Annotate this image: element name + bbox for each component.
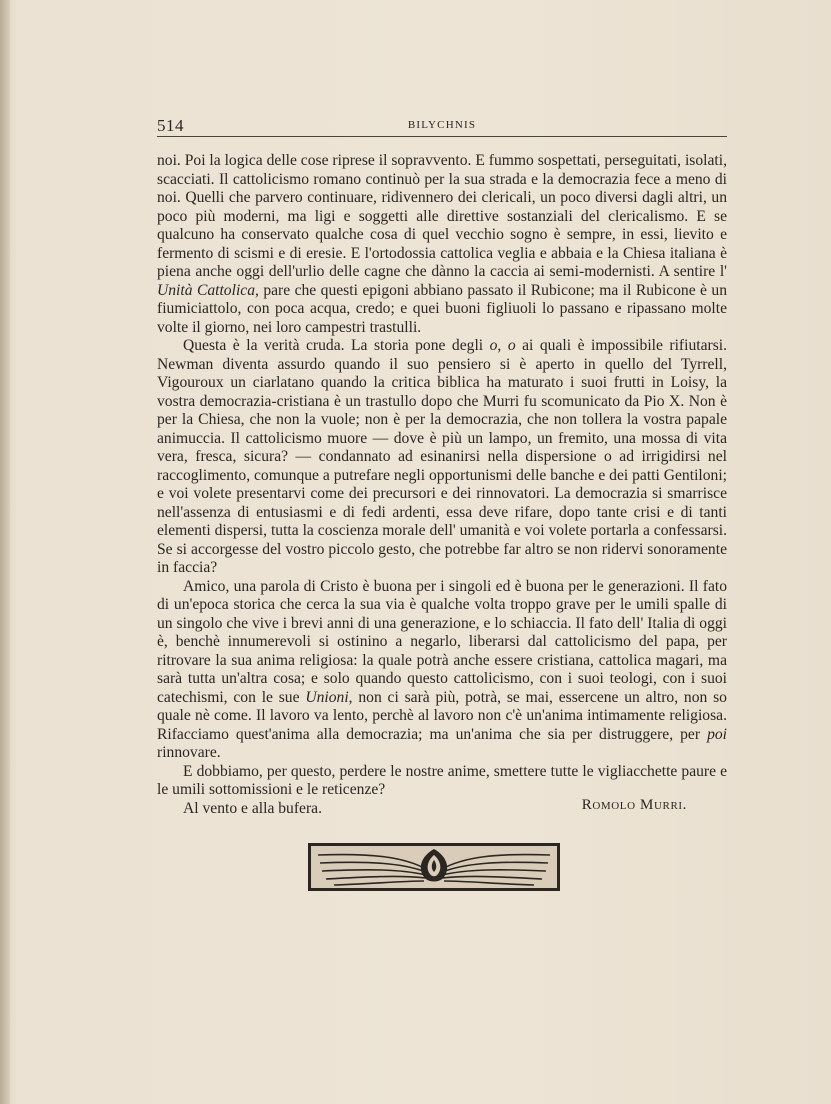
paragraph-1: noi. Poi la logica delle cose riprese il sopravvento. E fummo sospettati, perseguitati, isolati, scacciati. Il cattolicismo romano continuò per la sua strada e la democrazia fece a meno di noi. Quelli che parvero continuare, ridivennero dei clericali, un poco diversi dagli altri, un poco più moderni, ma ligi e soggetti alle direttive sostanziali del clericalismo. E se qualcuno ha conservato qualche cosa di quel vecchio sogno è sempre, in essi, lievito e fermento di scismi e di eresie. E l'ortodossia cattolica veglia e abbaia e la Chiesa italiana è piena anche oggi dell'urlio delle cagne che dànno la caccia ai semi-modernisti. A sentire l' Unità Cattolica, pare che questi epigoni abbiano passato il Rubicone; ma il Rubicone è un fiumiciattolo, con poca acqua, credo; e quei buoni figliuoli lo passano e ripassano molte volte il giorno, nei loro campestri trastulli.: [157, 152, 727, 336]
header-rule: [157, 136, 727, 137]
paragraph-2: Questa è la verità cruda. La storia pone degli o, o ai quali è impossibile rifiutarsi. Newman diventa assurdo quando il suo pensiero si è aperto in quello del Tyrrell, Vigouroux un ciarlatano quando la critica biblica ha maturato i suoi frutti in Loisy, la vostra democrazia-cristiana è un trastullo dopo che Murri fu scomunicato da Pio X. Non è per la Chiesa, che non la vuole; non è per la democrazia, che non tollera la vostra papale animuccia. Il cattolicismo muore — dove è più un lampo, un fremito, una mossa di vita vera, fresca, sicura? — condannato ad esinanirsi nella dispersione o ad irrigidirsi nel raccoglimento, comunque a putrefare negli opportunismi delle banche e dei patti Gentiloni; e voi volete presentarvi come dei precursori e dei rinnovatori. La democrazia si smarrisce nell'assenza di entusiasmi e di fedi ardenti, essa deve rifare, dopo tante crisi e di tanti elementi dispersi, tutta la coscienza morale dell' umanità e voi volete portarla a confessarsi. Se si accorgesse del vostro piccolo gesto, che potrebbe far altro se non ridervi sonoramente in faccia?: [157, 337, 727, 576]
running-title: BILYCHNIS: [407, 119, 477, 131]
winged-flame-ornament-icon: [308, 843, 560, 891]
paragraph-5: Al vento e alla bufera.: [183, 799, 322, 817]
author-signature: Romolo Murri.: [581, 797, 687, 813]
article-body: [157, 152, 727, 818]
paragraph-4: E dobbiamo, per questo, perdere le nostre anime, smettere tutte le vigliacchette paure e le umili sottomissioni e le reticenze?: [157, 762, 727, 798]
page-edge: [0, 0, 10, 1104]
page-number: 514: [157, 116, 184, 135]
paragraph-3: Amico, una parola di Cristo è buona per i singoli ed è buona per le generazioni. Il fato di un'epoca storica che cerca la sua via è qualche volta troppo grave per le umili spalle di un singolo che vive i brevi anni di una generazione, e lo schiaccia. Il fato dell' Italia di oggi è, benchè innumerevoli si ostinino a negarlo, liberarsi dal cattolicismo del papa, per ritrovare la sua anima religiosa: la quale potrà anche essere cristiana, cattolica magari, ma sarà tutta un'altra cosa; e solo quando questo cattolicismo, con i suoi teologi, con i suoi catechismi, con le sue Unioni, non ci sarà più, potrà, se mai, essercene un altro, non so quale nè come. Il lavoro va lento, perchè al lavoro non c'è un'anima intimamente religiosa. Rifacciamo quest'anima alla democrazia; ma un'anima che sia per distruggere, per poi rinnovare.: [157, 577, 727, 761]
page-header: [157, 116, 727, 136]
italic-title: Unità Cattolica: [157, 281, 255, 299]
